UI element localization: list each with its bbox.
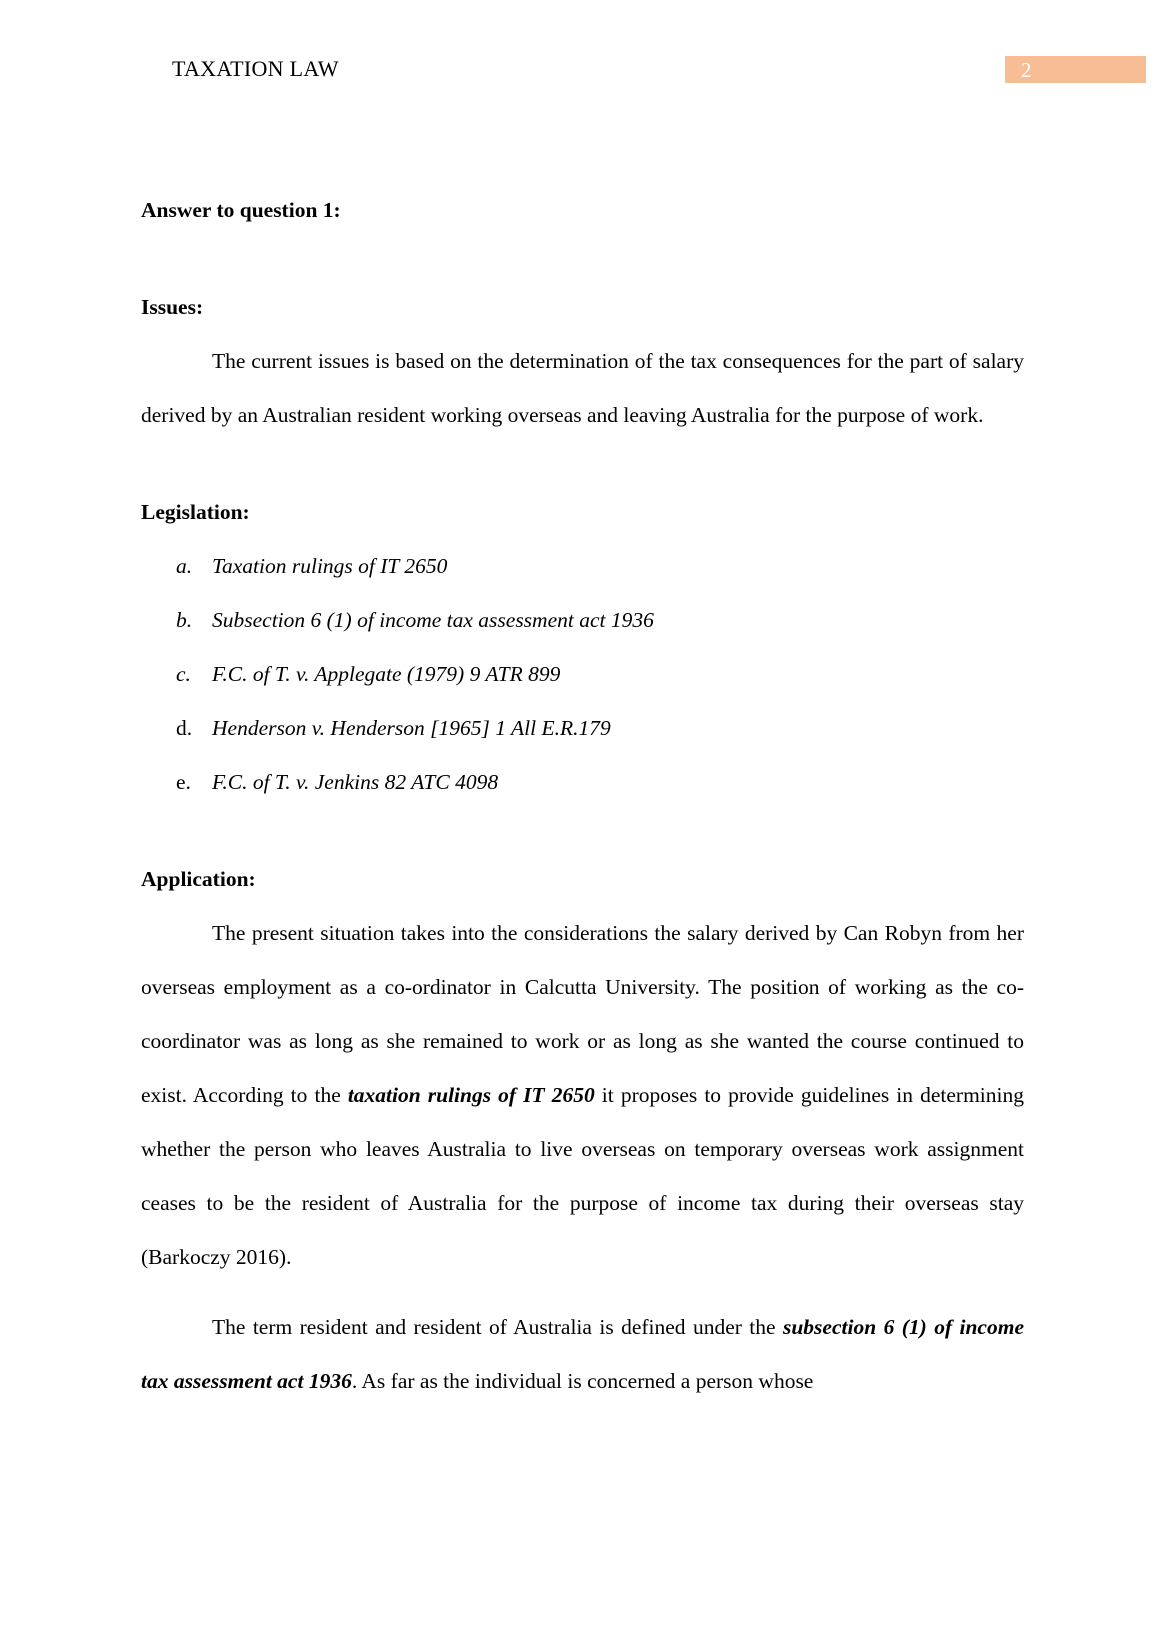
paragraph-text: . As far as the individual is concerned a person whose (351, 1369, 814, 1393)
legislation-item (141, 593, 1024, 647)
paragraph-text: The present situation takes into the considerations the salary derived by Can Robyn from her overseas employment as a co-ordinator in Calcutta University. The position of working as the co-coordinator was as long as she remained to work or as long as she wanted the course continued to exist. According to the (141, 921, 1024, 1107)
running-header-title: TAXATION LAW (172, 56, 339, 81)
legislation-item (141, 539, 1024, 593)
legislation-item-text: Henderson v. Henderson [1965] 1 All E.R.179 (212, 716, 611, 740)
spacer (141, 442, 1024, 485)
application-paragraph-2 (141, 1300, 1024, 1408)
list-marker: e. (176, 770, 191, 794)
application-paragraph-1 (141, 906, 1024, 1284)
legislation-item (141, 701, 1024, 755)
application-heading: Application: (141, 867, 256, 891)
legislation-item-text: F.C. of T. v. Jenkins 82 ATC 4098 (212, 770, 499, 794)
legislation-item (141, 755, 1024, 809)
list-marker: b. (176, 608, 193, 632)
legislation-heading: Legislation: (141, 500, 250, 524)
list-marker: c. (176, 662, 191, 686)
legislation-list (141, 539, 1024, 809)
legislation-item (141, 647, 1024, 701)
emphasis-citation: subsection 6 (1) of income tax assessment act 1936 (141, 1315, 1024, 1393)
page-number: 2 (1021, 58, 1032, 82)
document-body (141, 183, 1024, 1408)
legislation-item-text: Taxation rulings of IT 2650 (212, 554, 448, 578)
list-marker: a. (176, 554, 193, 578)
spacer (141, 237, 1024, 280)
emphasis-citation: taxation rulings of IT 2650 (347, 1083, 595, 1107)
paragraph-text: it proposes to provide guidelines in determining whether the person who leaves Australia to live overseas on temporary overseas work assignment ceases to be the resident of Australia for the purpose of income tax during their overseas stay (Barkoczy 2016). (141, 1083, 1024, 1269)
spacer (141, 1284, 1024, 1300)
issues-heading: Issues: (141, 295, 204, 319)
list-marker: d. (176, 716, 193, 740)
spacer (141, 809, 1024, 852)
issues-paragraph: The current issues is based on the determination of the tax consequences for the part of salary derived by an Australian resident working overseas and leaving Australia for the purpose of work. (141, 349, 1024, 427)
answer-heading: Answer to question 1: (141, 198, 341, 222)
paragraph-text: The term resident and resident of Australia is defined under the (212, 1315, 783, 1339)
page-number-box (1005, 56, 1146, 83)
legislation-item-text: F.C. of T. v. Applegate (1979) 9 ATR 899 (212, 662, 561, 686)
legislation-item-text: Subsection 6 (1) of income tax assessment act 1936 (212, 608, 654, 632)
